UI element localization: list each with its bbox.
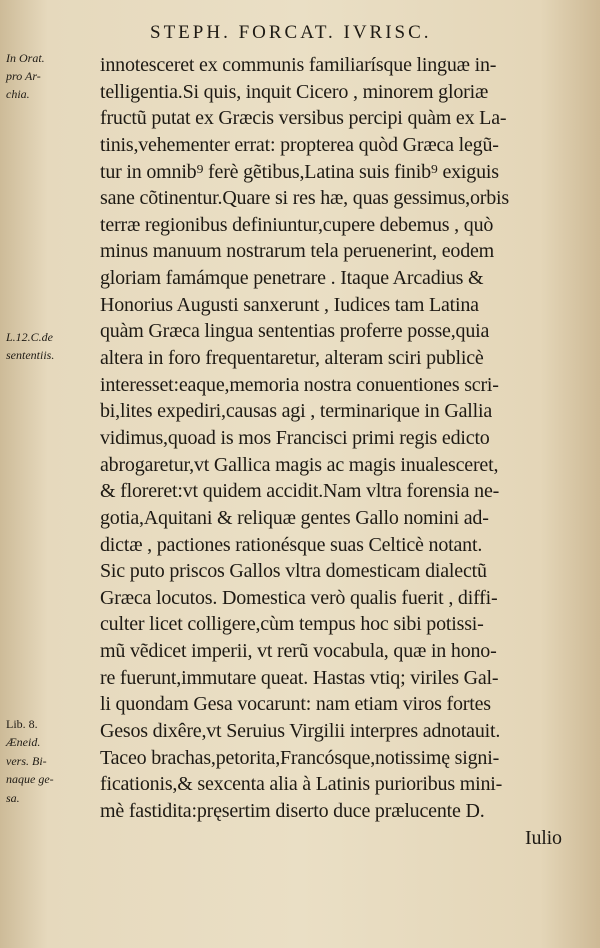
text-line: ficationis,& sexcenta alia à Latinis purioribus mini-	[100, 773, 503, 796]
text-line: re fuerunt,immutare queat. Hastas vtiq; viriles Gal-	[100, 666, 499, 689]
text-line: Gesos dixêre,vt Seruius Virgilii interpres adnotauit.	[100, 720, 501, 743]
running-head: STEPH. FORCAT. IVRISC.	[150, 22, 432, 43]
margin-note: Æneid.	[6, 735, 41, 749]
text-line: gotia,Aquitani & reliquæ gentes Gallo nomini ad-	[100, 506, 489, 529]
text-line: li quondam Gesa vocarunt: nam etiam viros fortes	[100, 693, 491, 716]
body-text	[100, 52, 582, 851]
text-line: abrogaretur,vt Gallica magis ac magis inualesceret,	[100, 453, 499, 476]
text-line: innotesceret ex communis familiarísque linguæ in-	[100, 54, 497, 76]
text-line: altera in foro frequentaretur, alteram sciri publicè	[100, 347, 484, 370]
margin-note: sententiis.	[6, 348, 55, 362]
text-line: telligentia.Si quis, inquit Cicero , minorem gloriæ	[100, 80, 489, 103]
margin-note: vers. Bi-	[6, 754, 47, 768]
margin-note: In Orat.	[6, 51, 45, 65]
text-line: tur in omnib⁹ ferè gẽtibus,Latina suis finib⁹ exiguis	[100, 160, 499, 183]
text-line: mũ vẽdicet imperii, vt rerũ vocabula, quæ in hono-	[100, 640, 497, 663]
margin-note: chia.	[6, 87, 30, 101]
text-line: fructũ putat ex Græcis versibus percipi quàm ex La-	[100, 107, 507, 130]
text-line: culter licet colligere,cùm tempus hoc sibi potissi-	[100, 613, 484, 636]
margin-note: pro Ar-	[6, 69, 41, 83]
text-line: interesset:eaque,memoria nostra conuentiones scri-	[100, 373, 499, 396]
catchword-line: Iulio	[525, 826, 562, 849]
text-line: bi,lites expediri,causas agi , terminarique in Gallia	[100, 400, 493, 423]
margin-note: L.12.C.de	[6, 330, 54, 344]
text-line: vidimus,quoad is mos Francisci primi regis edicto	[100, 426, 490, 449]
margin-note: sa.	[6, 791, 20, 805]
text-line: quàm Græca lingua sententias proferre posse,quia	[100, 320, 490, 343]
text-line: dictæ , pactiones rationésque suas Celticè notant.	[100, 533, 483, 556]
text-line: Taceo brachas,petorita,Francósque,notissimę signi-	[100, 746, 500, 769]
text-line: sane cõtinentur.Quare si res hæ, quas gessimus,orbis	[100, 187, 509, 210]
text-line: Græca locutos. Domestica verò qualis fuerit , diffi-	[100, 586, 498, 609]
text-line: gloriam famámque penetrare . Itaque Arcadius &	[100, 267, 484, 290]
text-line: Sic puto priscos Gallos vltra domesticam dialectũ	[100, 560, 487, 583]
text-line: terræ regionibus definiuntur,cupere debemus , quò	[100, 213, 494, 236]
margin-note: Lib. 8.	[6, 717, 38, 731]
margin-note: naque ge-	[6, 772, 54, 786]
text-line: Honorius Augusti sanxerunt , Iudices tam Latina	[100, 293, 479, 316]
text-line: & floreret:vt quidem accidit.Nam vltra forensia ne-	[100, 480, 500, 503]
text-line: tinis,vehementer errat: propterea quòd Græca legũ-	[100, 133, 499, 156]
text-line: mè fastidita:pręsertim diserto duce prælucente D.	[100, 799, 485, 822]
text-line: minus manuum nostrarum tela peruenerint, eodem	[100, 240, 495, 263]
